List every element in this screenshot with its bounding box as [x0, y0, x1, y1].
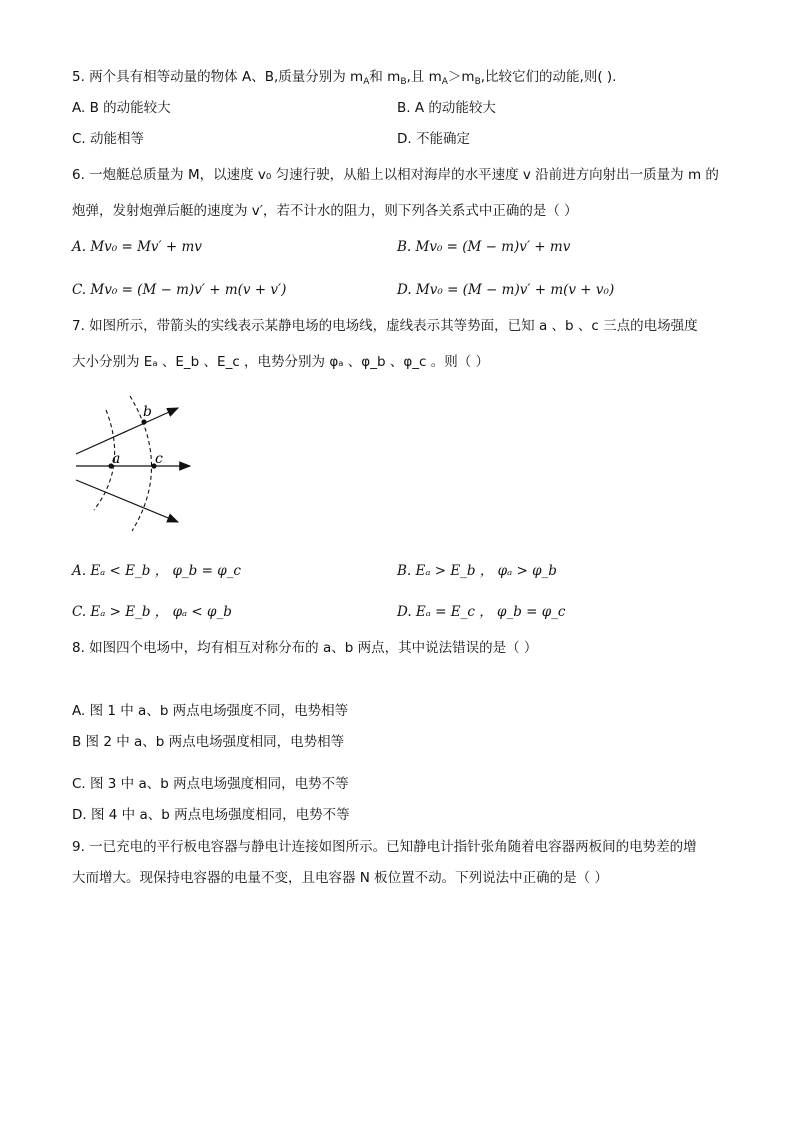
- point-b: [141, 419, 146, 424]
- q5-option-c: C. 动能相等: [72, 131, 145, 147]
- field-line-lower: [76, 480, 178, 522]
- q5-option-b: B. A 的动能较大: [397, 100, 496, 116]
- q7-option-a: A. Eₐ < E_b ， φ_b = φ_c: [72, 563, 241, 579]
- q6-stem-line2: 炮弹，发射炮弹后艇的速度为 v′，若不计水的阻力，则下列各关系式中正确的是（ ）: [72, 203, 578, 219]
- q7-stem-line2: 大小分别为 Eₐ 、E_b 、E_c ，电势分别为 φₐ 、φ_b 、φ_c 。则（ ）: [72, 354, 489, 370]
- q8-option-c: C. 图 3 中 a、b 两点电场强度相同，电势不等: [72, 776, 349, 792]
- q8-stem: 8. 如图四个电场中，均有相互对称分布的 a、b 两点，其中说法错误的是（ ）: [72, 640, 538, 656]
- q7-option-c: C. Eₐ > E_b ， φₐ < φ_b: [72, 604, 232, 620]
- q5-option-a: A. B 的动能较大: [72, 100, 171, 116]
- label-c: c: [155, 451, 163, 467]
- q8-option-a: A. 图 1 中 a、b 两点电场强度不同，电势相等: [72, 703, 349, 719]
- q7-option-b: B. Eₐ > E_b ， φₐ > φ_b: [397, 563, 557, 579]
- q8-option-b: B 图 2 中 a、b 两点电场强度相同，电势相等: [72, 734, 345, 750]
- q6-option-d: D. Mv₀ = (M − m)v′ + m(v + v₀): [397, 282, 615, 298]
- q6-stem-line1: 6. 一炮艇总质量为 M，以速度 v₀ 匀速行驶，从船上以相对海岸的水平速度 v 沿前进方向射出一质量为 m 的: [72, 167, 719, 183]
- q7-stem-line1: 7. 如图所示，带箭头的实线表示某静电场的电场线，虚线表示其等势面，已知 a 、b 、c 三点的电场强度: [72, 318, 698, 334]
- q5-option-d: D. 不能确定: [397, 131, 470, 147]
- q8-option-d: D. 图 4 中 a、b 两点电场强度相同，电势不等: [72, 807, 350, 823]
- label-a: a: [112, 451, 121, 467]
- q7-option-d: D. Eₐ = E_c ， φ_b = φ_c: [397, 604, 566, 620]
- q9-stem-line2: 大而增大。现保持电容器的电量不变，且电容器 N 板位置不动。下列说法中正确的是（ ）: [72, 870, 608, 886]
- q7-field-diagram: [70, 388, 210, 538]
- q9-stem-line1: 9. 一已充电的平行板电容器与静电计连接如图所示。已知静电计指针张角随着电容器两板间的电势差的增: [72, 839, 697, 855]
- label-b: b: [143, 404, 152, 420]
- q6-option-a: A. Mv₀ = Mv′ + mv: [72, 239, 202, 255]
- q6-option-c: C. Mv₀ = (M − m)v′ + m(v + v′): [72, 282, 287, 298]
- q5-stem: 5. 两个具有相等动量的物体 A、B,质量分别为 $m_A$和 $m_B$,且 $m_A>m_B$,比较它们的动能,则( ).: [72, 69, 617, 87]
- q6-option-b: B. Mv₀ = (M − m)v′ + mv: [397, 239, 571, 255]
- field-line-upper: [76, 408, 178, 454]
